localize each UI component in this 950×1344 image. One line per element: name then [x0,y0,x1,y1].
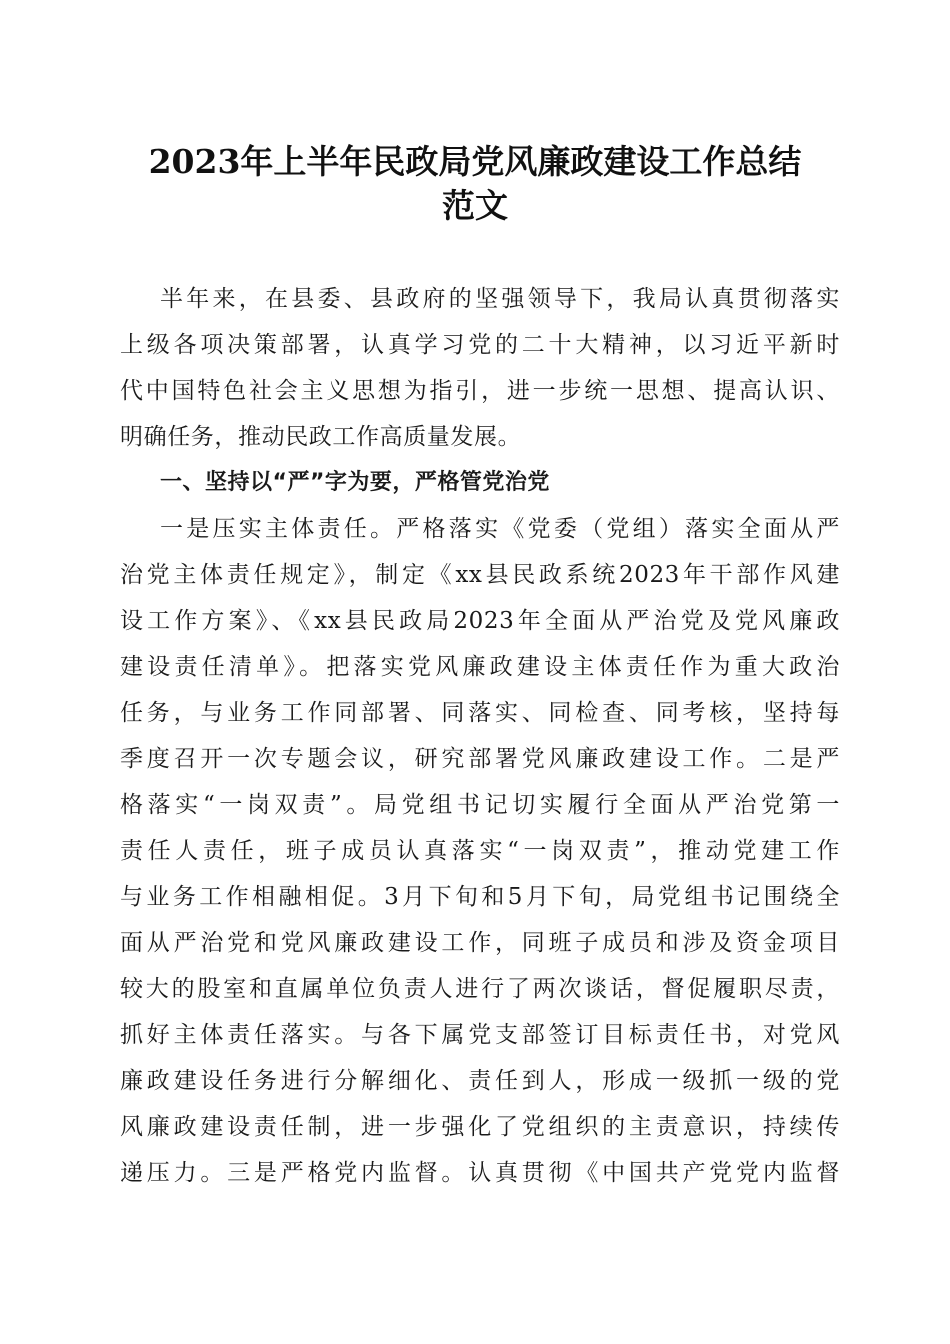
text-line: 递压力。三是严格党内监督。认真贯彻《中国共产党党内监督 [120,1160,840,1186]
text-line: 责任人责任，班子成员认真落实“一岗双责”，推动党建工作 [120,838,840,864]
text-line: 面从严治党和党风廉政建设工作，同班子成员和涉及资金项目 [120,930,840,956]
paragraph-main-responsibility [120,506,840,1196]
text-line: 明确任务，推动民政工作高质量发展。 [120,424,522,450]
text-line: 上级各项决策部署，认真学习党的二十大精神，以习近平新时 [120,332,840,358]
text-line: 代中国特色社会主义思想为指引，进一步统一思想、提高认识、 [120,378,840,404]
text-line: 廉政建设任务进行分解细化、责任到人，形成一级抓一级的党 [120,1068,840,1094]
document-title-line-2: 范文 [442,186,508,225]
text-line: 治党主体责任规定》，制定《xx县民政系统2023年干部作风建 [120,562,840,588]
paragraph-intro [120,276,840,460]
text-line: 抓好主体责任落实。与各下属党支部签订目标责任书，对党风 [120,1022,840,1048]
text-line: 格落实“一岗双责”。局党组书记切实履行全面从严治党第一 [120,792,840,818]
text-line: 设工作方案》、《xx县民政局2023年全面从严治党及党风廉政 [120,608,840,634]
text-line: 季度召开一次专题会议，研究部署党风廉政建设工作。二是严 [120,746,840,772]
text-line: 风廉政建设责任制，进一步强化了党组织的主责意识，持续传 [120,1114,840,1140]
section-heading: 一、坚持以“严”字为要，严格管党治党 [160,470,550,495]
text-line: 任务，与业务工作同部署、同落实、同检查、同考核，坚持每 [120,700,840,726]
text-line: 建设责任清单》。把落实党风廉政建设主体责任作为重大政治 [120,654,840,680]
text-line: 与业务工作相融相促。3月下旬和5月下旬，局党组书记围绕全 [120,884,840,910]
text-line: 一是压实主体责任。严格落实《党委（党组）落实全面从严 [160,516,840,542]
text-line: 半年来，在县委、县政府的坚强领导下，我局认真贯彻落实 [160,286,840,312]
document-title-line-1: 2023年上半年民政局党风廉政建设工作总结 [148,142,802,181]
document-body [120,276,840,1196]
text-line: 较大的股室和直属单位负责人进行了两次谈话，督促履职尽责， [120,976,840,1002]
